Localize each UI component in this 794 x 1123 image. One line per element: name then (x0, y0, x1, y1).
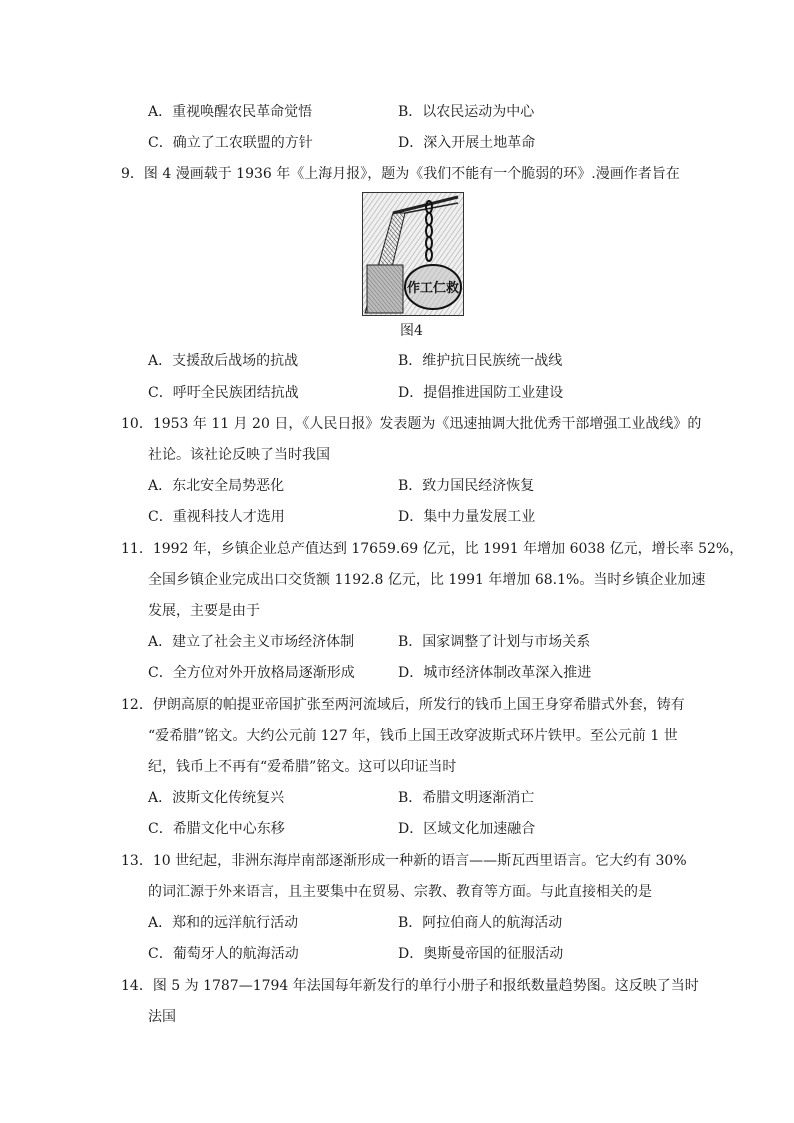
q13-stem-line1: 13．10 世纪起，非洲东海岸南部逐渐形成一种新的语言——斯瓦西里语言。它大约有 30% (121, 853, 687, 869)
q11-stem-line3: 发展，主要是由于 (148, 603, 260, 619)
cartoon-label: 作工仁救 (406, 281, 460, 296)
q10-stem-line1: 10．1953 年 11 月 20 日，《人民日报》发表题为《迅速抽调大批优秀干部增强工业战线》的 (121, 416, 702, 432)
q13-option-b: B．阿拉伯商人的航海活动 (398, 915, 563, 931)
q10-option-b: B．致力国民经济恢复 (398, 478, 535, 494)
q12-stem-line2: “爱希腊”铭文。大约公元前 127 年，钱币上国王改穿波斯式环片铁甲。至公元前 1 世 (148, 728, 678, 744)
q13-option-d: D．奥斯曼帝国的征服活动 (398, 946, 564, 962)
q9-option-d: D．提倡推进国防工业建设 (398, 385, 564, 401)
q10-option-d: D．集中力量发展工业 (398, 509, 536, 525)
q11-option-b: B．国家调整了计划与市场关系 (398, 634, 591, 650)
q12-option-a: A．波斯文化传统复兴 (148, 790, 285, 806)
q12-option-d: D．区域文化加速融合 (398, 821, 536, 837)
q14-stem-line2: 法国 (148, 1009, 176, 1025)
q12-option-b: B．希腊文明逐渐消亡 (398, 790, 535, 806)
q14-stem-line1: 14．图 5 为 1787—1794 年法国每年新发行的单行小册子和报纸数量趋势图。这反映了当时 (121, 978, 699, 994)
q9-option-c: C．呼吁全民族团结抗战 (148, 385, 299, 401)
q9-option-b: B．维护抗日民族统一战线 (398, 353, 563, 369)
q10-option-a: A．东北安全局势恶化 (148, 478, 285, 494)
q12-option-c: C．希腊文化中心东移 (148, 821, 285, 837)
cartoon-figure-4 (362, 192, 464, 316)
q11-stem-line1: 11．1992 年，乡镇企业总产值达到 17659.69 亿元，比 1991 年增加 6038 亿元，增长率 52%， (121, 541, 744, 557)
q13-option-a: A．郑和的远洋航行活动 (148, 915, 299, 931)
q9-option-a: A．支援敌后战场的抗战 (148, 353, 299, 369)
q8-option-b: B．以农民运动为中心 (398, 104, 535, 120)
q11-option-c: C．全方位对外开放格局逐渐形成 (148, 665, 355, 681)
q11-option-a: A．建立了社会主义市场经济体制 (148, 634, 355, 650)
q12-stem-line1: 12．伊朗高原的帕提亚帝国扩张至两河流域后，所发行的钱币上国王身穿希腊式外套，铸有 (121, 697, 685, 713)
q9-stem: 9．图 4 漫画载于 1936 年《上海月报》，题为《我们不能有一个脆弱的环》.漫画作者旨在 (121, 166, 680, 182)
cartoon-illustration (363, 193, 463, 315)
q8-option-a: A．重视唤醒农民革命觉悟 (148, 104, 313, 120)
q10-option-c: C．重视科技人才选用 (148, 509, 285, 525)
q11-option-d: D．城市经济体制改革深入推进 (398, 665, 592, 681)
q12-stem-line3: 纪，钱币上不再有“爱希腊”铭文。这可以印证当时 (148, 759, 457, 775)
q13-stem-line2: 的词汇源于外来语言，且主要集中在贸易、宗教、教育等方面。与此直接相关的是 (148, 884, 652, 900)
figure-4-caption: 图4 (400, 323, 423, 339)
q10-stem-line2: 社论。该社论反映了当时我国 (148, 447, 330, 463)
q11-stem-line2: 全国乡镇企业完成出口交货额 1192.8 亿元，比 1991 年增加 68.1%。当时乡镇企业加速 (148, 572, 706, 588)
q13-option-c: C．葡萄牙人的航海活动 (148, 946, 299, 962)
q8-option-c: C．确立了工农联盟的方针 (148, 135, 313, 151)
q8-option-d: D．深入开展土地革命 (398, 135, 536, 151)
